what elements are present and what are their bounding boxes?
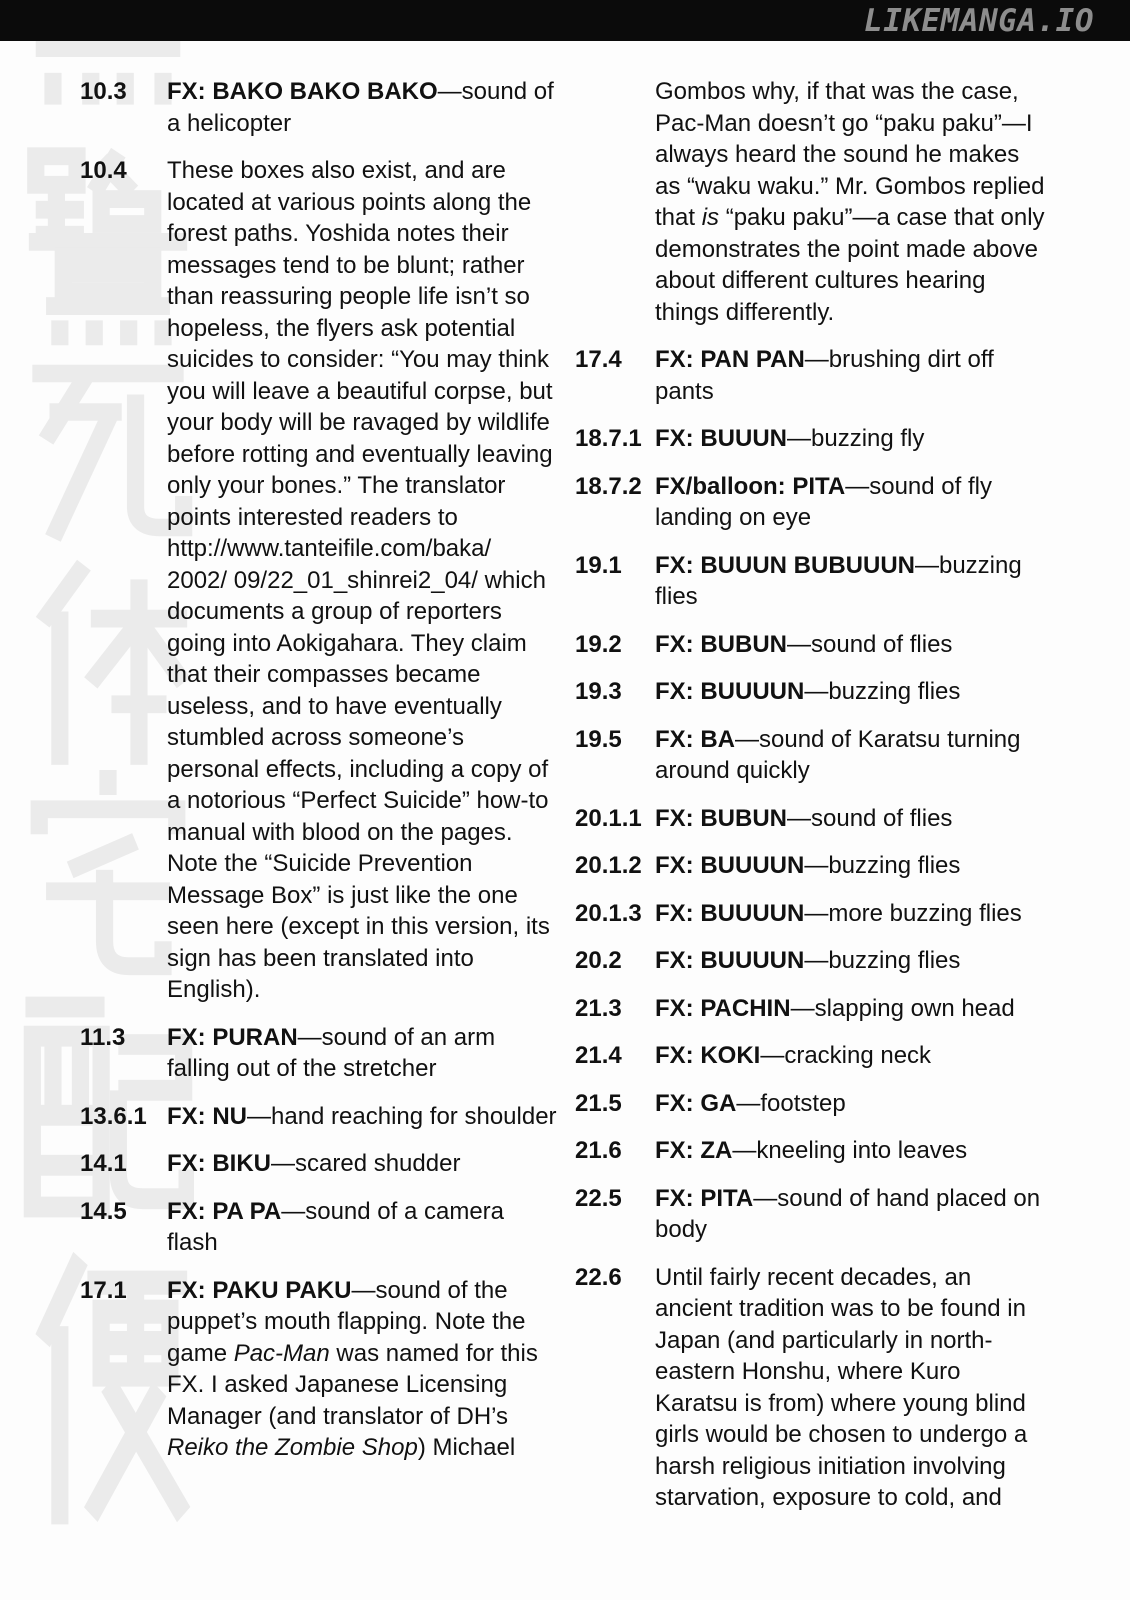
note-number: 14.5 [80, 1197, 127, 1225]
note-entry [575, 1040, 1057, 1072]
text-segment: FX: BUUUN [655, 425, 787, 452]
note-number: 21.6 [575, 1137, 622, 1164]
note-entry [80, 1022, 558, 1085]
text-segment: was named for this FX. I asked Japanese Licensing Manager (and translator of DH’s [167, 1339, 538, 1430]
text-segment: These boxes also exist, and are located at various points along the forest paths. Yoshida notes their messages tend to be blunt; rather than reassuring people life isn’t so hopeless, the flyers ask potential suicides to consider: “You may think you will leave a beautiful corpse, but your body will be ravaged by wildlife before rotting and eventually leaving only your bones.” The translator points interested readers to http://www.tanteifile.com/baka/ 2002/ 09/22_01_shinrei2_04/ which documents a group of reporters going into Aokigahara. They claim that their compasses became useless, and to have eventually stumbled across someone’s personal effects, including a copy of a notorious “Perfect Suicide” how-to manual with blood on the pages. Note the “Suicide Prevention Message Box” is just like the one seen here (except in this version, its sign has been translated into English). [167, 157, 553, 1003]
text-segment: FX: KOKI [655, 1042, 761, 1069]
note-entry [575, 1183, 1057, 1246]
note-number: 20.1.1 [575, 804, 642, 832]
note-text [655, 550, 1045, 613]
note-entry [575, 898, 1057, 930]
site-header [0, 0, 1130, 41]
note-text [655, 850, 1045, 882]
text-segment: —sound of a camera flash [167, 1197, 505, 1256]
note-number: 17.4 [575, 346, 622, 373]
note-entry [575, 724, 1057, 787]
note-number: 17.1 [80, 1276, 127, 1304]
note-entry [575, 945, 1057, 977]
note-entry [575, 550, 1057, 613]
text-segment: —sound of flies [787, 804, 953, 832]
note-entry [575, 803, 1057, 835]
note-text [655, 945, 1045, 977]
note-text [655, 629, 1045, 661]
note-text [167, 1022, 557, 1085]
text-segment: FX: BUUUUN [655, 852, 805, 879]
text-segment: FX: PAN PAN [655, 346, 805, 373]
note-number: 18.7.1 [575, 425, 642, 452]
text-segment: FX: BUUUUN [655, 678, 805, 705]
note-number: 20.2 [575, 947, 622, 974]
text-segment: FX: ZA [655, 1137, 733, 1164]
text-segment: —cracking neck [760, 1042, 932, 1069]
note-number: 18.7.2 [575, 472, 642, 500]
text-segment: Gombos why, if that was the case, Pac-Man doesn’t go “paku paku”—I always heard the sound he makes as “waku waku.” Mr. Gombos replied that [655, 78, 1045, 231]
text-segment: —buzzing fly [787, 425, 925, 452]
text-segment: —footstep [736, 1089, 846, 1117]
note-number: 20.1.3 [575, 899, 642, 927]
note-text [655, 471, 1045, 534]
note-text [167, 1196, 557, 1259]
note-entry [575, 1135, 1057, 1167]
note-entry [575, 993, 1057, 1025]
note-text [655, 676, 1045, 708]
text-segment: FX: PITA [655, 1184, 754, 1212]
text-segment: —brushing dirt off pants [655, 346, 994, 405]
text-segment: FX: BUBUN [655, 630, 787, 658]
text-segment: FX: PAKU PAKU [167, 1276, 352, 1304]
text-segment: —kneeling into leaves [732, 1137, 968, 1164]
note-text [655, 344, 1045, 407]
note-number: 10.3 [80, 78, 127, 105]
text-segment: —sound of a helicopter [167, 78, 554, 137]
text-segment: —sound of the puppet’s mouth flapping. Note the game [167, 1276, 526, 1367]
note-text [655, 1135, 1045, 1167]
note-entry [575, 471, 1057, 534]
note-entry [80, 155, 558, 1006]
note-text [655, 1262, 1045, 1514]
text-segment: —sound of an arm falling out of the stretcher [167, 1023, 496, 1082]
text-segment: —hand reaching for shoulder [247, 1102, 557, 1130]
text-segment: FX: BUUUN BUBUUUN [655, 551, 915, 579]
text-segment: “paku paku”—a case that only demonstrates the point made above about different cultures hearing things differently. [655, 204, 1045, 326]
text-segment: —sound of hand placed on body [655, 1184, 1041, 1243]
text-segment: FX: BA [655, 725, 735, 753]
note-number: 20.1.2 [575, 852, 642, 879]
text-segment: —sound of fly landing on eye [655, 472, 992, 531]
note-text [655, 724, 1045, 787]
note-number: 14.1 [80, 1150, 127, 1177]
note-entry [575, 76, 1057, 328]
note-text [655, 76, 1045, 328]
note-number: 22.5 [575, 1184, 622, 1212]
text-segment: FX: GA [655, 1089, 737, 1117]
note-text [655, 1040, 1045, 1072]
text-segment: Until fairly recent decades, an ancient tradition was to be found in Japan (and particularly in north-eastern Honshu, where Kuro Karatsu is from) where young blind girls would be chosen to undergo a harsh religious initiation involving starvation, exposure to cold, and [655, 1263, 1028, 1511]
note-text [167, 1275, 557, 1464]
text-segment: —sound of flies [787, 630, 953, 658]
text-segment: Pac-Man [233, 1339, 330, 1367]
text-segment: FX: NU [167, 1102, 247, 1130]
text-segment: FX: PACHIN [655, 994, 791, 1022]
note-entry [80, 1101, 558, 1133]
note-entry [575, 1262, 1057, 1514]
notes-column-right [575, 76, 1057, 1530]
note-text [167, 1101, 557, 1133]
text-segment: ) Michael [417, 1434, 516, 1461]
note-entry [80, 1196, 558, 1259]
note-number: 21.3 [575, 994, 622, 1022]
text-segment: FX: BUBUN [655, 804, 787, 832]
text-segment: FX: PA PA [167, 1197, 282, 1225]
text-segment: —slapping own head [790, 994, 1015, 1022]
text-segment: FX: BIKU [167, 1150, 271, 1177]
note-number: 19.3 [575, 678, 622, 705]
note-text [655, 1183, 1045, 1246]
note-text [655, 423, 1045, 455]
note-text [655, 993, 1045, 1025]
note-text [167, 1148, 557, 1180]
note-entry [80, 76, 558, 139]
note-text [167, 155, 557, 1006]
note-entry [80, 1275, 558, 1464]
note-number: 10.4 [80, 157, 127, 184]
text-segment: —buzzing flies [804, 947, 961, 974]
note-number: 13.6.1 [80, 1102, 147, 1130]
text-segment: —buzzing flies [655, 551, 1022, 610]
note-number: 19.2 [575, 630, 622, 658]
note-entry [575, 629, 1057, 661]
text-segment: FX: BUUUUN [655, 899, 805, 927]
note-text [167, 76, 557, 139]
note-entry [575, 676, 1057, 708]
note-number: 19.5 [575, 725, 622, 753]
text-segment: FX: PURAN [167, 1023, 298, 1051]
note-number: 19.1 [575, 551, 622, 579]
notes-column-left [80, 76, 558, 1480]
note-entry [80, 1148, 558, 1180]
note-number: 22.6 [575, 1263, 622, 1291]
note-entry [575, 850, 1057, 882]
text-segment: FX: BUUUUN [655, 947, 805, 974]
note-entry [575, 344, 1057, 407]
text-segment: Reiko the Zombie Shop [167, 1434, 418, 1461]
note-text [655, 803, 1045, 835]
note-text [655, 898, 1045, 930]
note-entry [575, 1088, 1057, 1120]
note-text [655, 1088, 1045, 1120]
note-number: 11.3 [80, 1023, 126, 1051]
text-segment: is [701, 204, 720, 231]
site-logo[interactable]: LIKEMANGA.IO [864, 2, 1094, 39]
text-segment: —buzzing flies [804, 678, 961, 705]
text-segment: —sound of Karatsu turning around quickly [655, 725, 1021, 784]
note-number [575, 76, 655, 328]
text-segment: FX: BAKO BAKO BAKO [167, 78, 438, 105]
text-segment: —buzzing flies [804, 852, 961, 879]
note-entry [575, 423, 1057, 455]
text-segment: —more buzzing flies [804, 899, 1022, 927]
note-number: 21.4 [575, 1042, 622, 1069]
text-segment: —scared shudder [271, 1150, 461, 1177]
text-segment: FX/balloon: PITA [655, 472, 846, 500]
note-number: 21.5 [575, 1089, 622, 1117]
